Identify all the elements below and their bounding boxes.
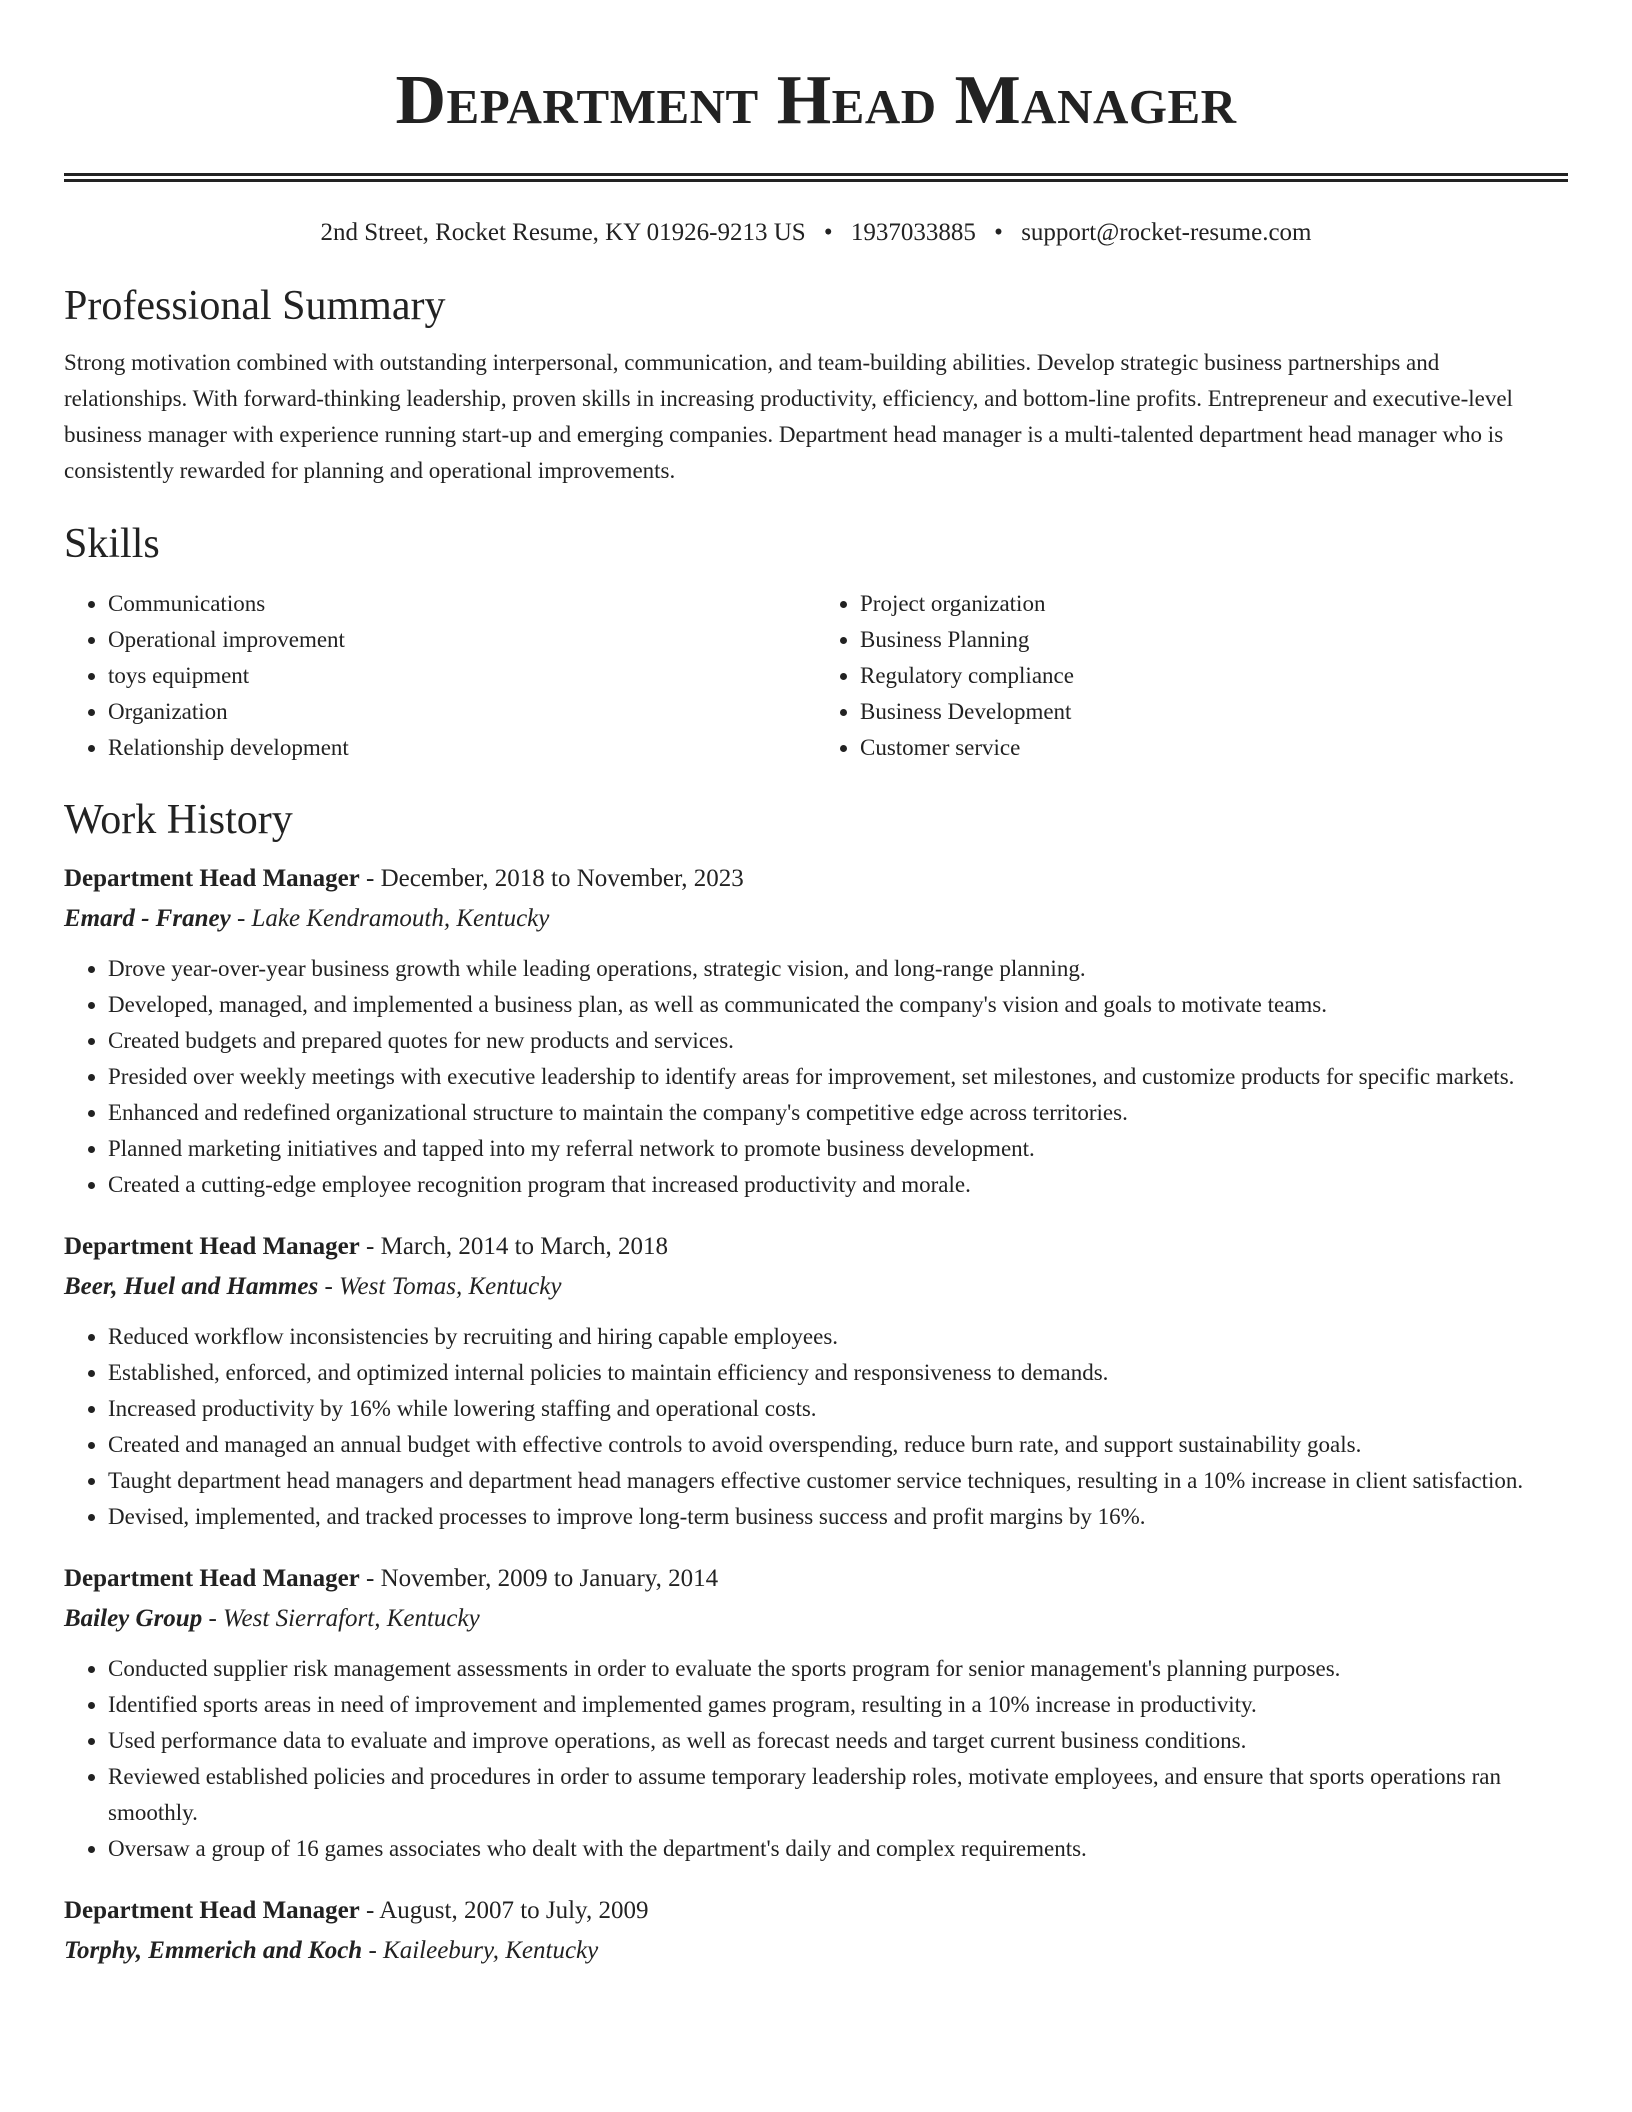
job-dates: - March, 2014 to March, 2018 (366, 1233, 669, 1261)
contact-address: 2nd Street, Rocket Resume, KY 01926-9213 US (320, 219, 806, 246)
job-company: Emard - Franey (64, 905, 231, 933)
skill-item: • Communications (108, 586, 816, 622)
job-bullets (64, 1319, 1568, 1535)
job-role: Department Head Manager (64, 1897, 360, 1925)
job-location: - West Sierrafort, Kentucky (208, 1605, 480, 1633)
job-bullet: • Established, enforced, and optimized internal policies to maintain efficiency and responsiveness to demands. (108, 1355, 1568, 1391)
job-dates: - December, 2018 to November, 2023 (366, 865, 744, 893)
job-bullet: • Enhanced and redefined organizational structure to maintain the company's competitive edge across territories. (108, 1095, 1568, 1131)
job-role: Department Head Manager (64, 865, 360, 893)
job-header (64, 1559, 1568, 1599)
job-location: - Lake Kendramouth, Kentucky (236, 905, 550, 933)
job-bullet: • Used performance data to evaluate and improve operations, as well as forecast needs and target current business conditions. (108, 1723, 1568, 1759)
job-location: - West Tomas, Kentucky (324, 1273, 562, 1301)
job-entry (64, 1559, 1568, 1867)
skill-item: • Business Development (860, 694, 1568, 730)
skill-item: • Project organization (860, 586, 1568, 622)
job-entry (64, 1891, 1568, 1971)
job-company-line (64, 1599, 1568, 1639)
job-bullets (64, 1651, 1568, 1867)
skill-item: • Relationship development (108, 730, 816, 766)
contact-line (64, 218, 1568, 248)
job-bullet: • Drove year-over-year business growth while leading operations, strategic vision, and long-range planning. (108, 951, 1568, 987)
contact-separator: • (994, 219, 1003, 246)
contact-phone: 1937033885 (850, 219, 976, 246)
contact-email: support@rocket-resume.com (1021, 219, 1312, 246)
job-bullet: • Devised, implemented, and tracked processes to improve long-term business success and profit margins by 16%. (108, 1499, 1568, 1535)
job-bullet: • Reviewed established policies and procedures in order to assume temporary leadership roles, motivate employees, and ensure that sports operations ran smoothly. (108, 1759, 1568, 1831)
job-header (64, 859, 1568, 899)
job-bullet: • Presided over weekly meetings with executive leadership to identify areas for improvement, set milestones, and customize products for specific markets. (108, 1059, 1568, 1095)
job-header (64, 1891, 1568, 1931)
skills-grid (64, 586, 1568, 766)
skill-item: • toys equipment (108, 658, 816, 694)
job-dates: - November, 2009 to January, 2014 (366, 1565, 719, 1593)
job-bullet: • Conducted supplier risk management assessments in order to evaluate the sports program for senior management's planning purposes. (108, 1651, 1568, 1687)
job-bullet: • Created and managed an annual budget with effective controls to avoid overspending, reduce burn rate, and support sustainability goals. (108, 1427, 1568, 1463)
job-role: Department Head Manager (64, 1233, 360, 1261)
skills-heading: Skills (64, 521, 160, 568)
work-history-heading: Work History (64, 796, 293, 843)
skills-column-left (64, 586, 816, 766)
header-divider (64, 173, 1568, 182)
skill-item: • Regulatory compliance (860, 658, 1568, 694)
skill-item: • Organization (108, 694, 816, 730)
contact-separator: • (823, 219, 833, 246)
job-bullet: • Identified sports areas in need of improvement and implemented games program, resulting in a 10% increase in productivity. (108, 1687, 1568, 1723)
skill-item: • Operational improvement (108, 622, 816, 658)
job-company: Torphy, Emmerich and Koch (64, 1937, 363, 1965)
resume-name: Department Head Manager (395, 62, 1237, 139)
job-bullet: • Created budgets and prepared quotes for new products and services. (108, 1023, 1568, 1059)
job-company: Beer, Huel and Hammes (64, 1273, 319, 1301)
skills-column-right (816, 586, 1568, 766)
job-bullet: • Oversaw a group of 16 games associates who dealt with the department's daily and complex requirements. (108, 1831, 1568, 1867)
job-bullet: • Created a cutting-edge employee recognition program that increased productivity and morale. (108, 1167, 1568, 1203)
job-company-line (64, 899, 1568, 939)
job-bullet: • Developed, managed, and implemented a business plan, as well as communicated the company's vision and goals to motivate teams. (108, 987, 1568, 1023)
skill-item: • Customer service (860, 730, 1568, 766)
skill-item: • Business Planning (860, 622, 1568, 658)
job-bullet: • Reduced workflow inconsistencies by recruiting and hiring capable employees. (108, 1319, 1568, 1355)
job-bullets (64, 951, 1568, 1203)
job-bullet: • Planned marketing initiatives and tapped into my referral network to promote business development. (108, 1131, 1568, 1167)
job-entry (64, 859, 1568, 1203)
summary-heading: Professional Summary (64, 283, 446, 329)
job-role: Department Head Manager (64, 1565, 360, 1593)
job-dates: - August, 2007 to July, 2009 (366, 1897, 649, 1925)
job-entry (64, 1227, 1568, 1535)
job-company: Bailey Group (64, 1605, 203, 1633)
job-company-line (64, 1931, 1568, 1971)
job-company-line (64, 1267, 1568, 1307)
job-location: - Kaileebury, Kentucky (368, 1937, 599, 1965)
job-header (64, 1227, 1568, 1267)
summary-text: Strong motivation combined with outstanding interpersonal, communication, and team-building abilities. Develop strategic business partnerships and relationships. With forward-thinking leadership, proven skills in increasing productivity, efficiency, and bottom-line profits. Entrepreneur and executive-level business manager with experience running start-up and emerging companies. Department head manager is a multi-talented department head manager who is consistently rewarded for planning and operational improvements. (64, 350, 1513, 484)
job-bullet: • Taught department head managers and department head managers effective customer service techniques, resulting in a 10% increase in client satisfaction. (108, 1463, 1568, 1499)
job-bullet: • Increased productivity by 16% while lowering staffing and operational costs. (108, 1391, 1568, 1427)
